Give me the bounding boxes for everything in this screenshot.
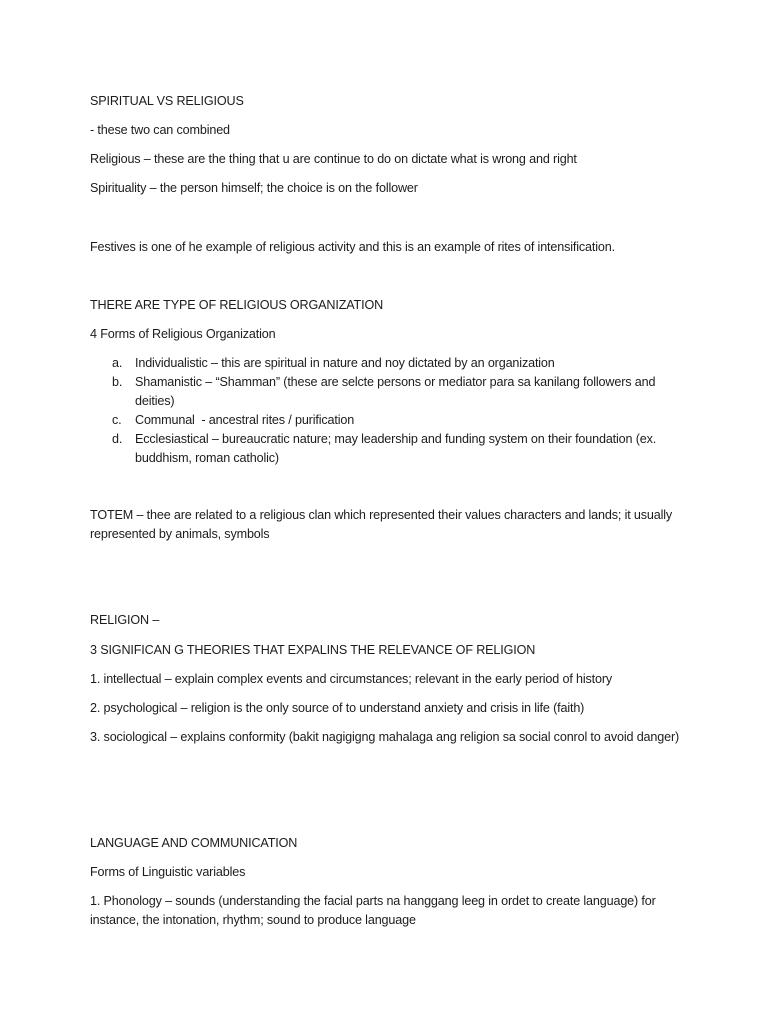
heading-language-communication: LANGUAGE AND COMMUNICATION — [90, 836, 298, 850]
forms-list — [90, 354, 680, 468]
spirituality-definition: Spirituality – the person himself; the choice is on the follower — [90, 181, 418, 195]
list-marker: c. — [112, 413, 122, 427]
heading-spiritual-vs-religious: SPIRITUAL VS RELIGIOUS — [90, 94, 244, 108]
religious-definition: Religious – these are the thing that u are continue to do on dictate what is wrong and right — [90, 152, 577, 166]
theory-psychological: 2. psychological – religion is the only source of to understand anxiety and crisis in life (faith) — [90, 701, 585, 715]
list-item-text: Ecclesiastical – bureaucratic nature; may leadership and funding system on their foundation (ex. buddhism, roman catholic) — [135, 432, 657, 465]
heading-religion: RELIGION – — [90, 613, 160, 627]
list-item — [90, 411, 680, 430]
totem-definition: TOTEM – thee are related to a religious clan which represented their values characters and lands; it usually represented by animals, symbols — [90, 508, 673, 541]
list-item-text: Individualistic – this are spiritual in nature and noy dictated by an organization — [135, 356, 555, 370]
phonology-definition: 1. Phonology – sounds (understanding the facial parts na hanggang leeg in ordet to create language) for instance, the intonation, rhythm; sound to produce language — [90, 894, 656, 927]
combined-note: - these two can combined — [90, 123, 230, 137]
heading-religious-organization: THERE ARE TYPE OF RELIGIOUS ORGANIZATION — [90, 298, 384, 312]
list-marker: a. — [112, 356, 123, 370]
linguistic-title: Forms of Linguistic variables — [90, 865, 246, 879]
theories-title: 3 SIGNIFICAN G THEORIES THAT EXPALINS THE RELEVANCE OF RELIGION — [90, 643, 536, 657]
list-marker: d. — [112, 432, 123, 446]
list-item-text: Communal - ancestral rites / purification — [135, 413, 355, 427]
list-item — [90, 354, 680, 373]
theory-intellectual: 1. intellectual – explain complex events and circumstances; relevant in the early period of history — [90, 672, 613, 686]
list-item-text: Shamanistic – “Shamman” (these are selcte persons or mediator para sa kanilang followers and deities) — [135, 375, 656, 408]
list-item — [90, 430, 680, 468]
festives-note: Festives is one of he example of religious activity and this is an example of rites of intensification. — [90, 240, 615, 254]
theory-sociological: 3. sociological – explains conformity (bakit nagigigng mahalaga ang religion sa social conrol to avoid danger) — [90, 730, 680, 744]
forms-title: 4 Forms of Religious Organization — [90, 327, 276, 341]
list-item — [90, 373, 680, 411]
list-marker: b. — [112, 375, 123, 389]
